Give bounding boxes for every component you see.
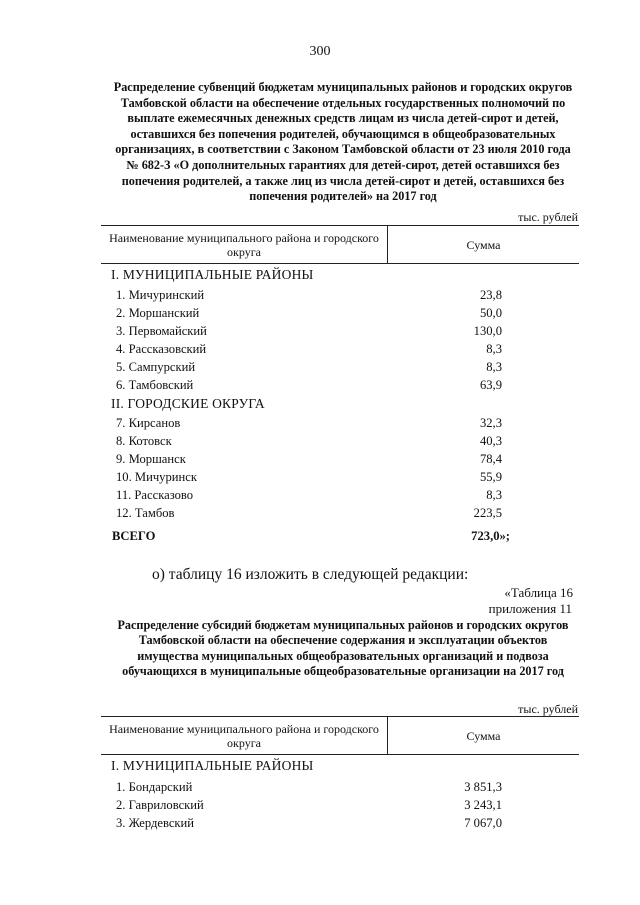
- table-row: [116, 288, 502, 306]
- table-row: [116, 360, 502, 378]
- row-name: 12. Тамбов: [116, 506, 175, 520]
- table15-total-row: [112, 529, 510, 547]
- table-row: [116, 780, 502, 798]
- row-value: 8,3: [486, 342, 502, 356]
- row-value: 130,0: [473, 324, 502, 338]
- row-value: 78,4: [479, 452, 502, 466]
- table15-header-sum: Сумма: [466, 237, 501, 252]
- table16-title: Распределение субсидий бюджетам муниципальных районов и городских округов Тамбовской области на обеспечение содержания и эксплуатации объектов имущества муниципальных общеобразовательных организаций и подвоза обучающихся в муниципальные общеобразовательные организации на 2017 год: [117, 618, 569, 679]
- table-row: [116, 470, 502, 488]
- row-name: 3. Жердевский: [116, 816, 195, 830]
- total-value: 723,0»;: [471, 529, 510, 543]
- page-number: 300: [309, 44, 331, 59]
- table16-header-name: Наименование муниципального района и городского округа: [101, 717, 388, 754]
- row-name: 5. Сампурский: [116, 360, 196, 374]
- table-row: [116, 416, 502, 434]
- table15-header: [101, 225, 579, 264]
- table-row: [116, 342, 502, 360]
- table-row: [116, 306, 502, 324]
- row-name: 6. Тамбовский: [116, 378, 194, 392]
- table-row: [116, 488, 502, 506]
- table16-header-sum: Сумма: [466, 728, 501, 743]
- row-value: 55,9: [479, 470, 502, 484]
- row-name: 11. Рассказово: [116, 488, 194, 502]
- row-value: 63,9: [479, 378, 502, 392]
- row-name: 10. Мичуринск: [116, 470, 197, 484]
- table15-section-districts: I. МУНИЦИПАЛЬНЫЕ РАЙОНЫ: [111, 267, 314, 282]
- row-value: 3 851,3: [464, 780, 502, 794]
- row-name: 4. Рассказовский: [116, 342, 207, 356]
- appendix-ref: приложения 11: [488, 601, 572, 616]
- row-value: 32,3: [479, 416, 502, 430]
- row-name: 2. Моршанский: [116, 306, 200, 320]
- table16-header: [101, 716, 579, 755]
- row-name: 1. Мичуринский: [116, 288, 205, 302]
- table-row: [116, 798, 502, 816]
- row-value: 223,5: [473, 506, 502, 520]
- table15-units: тыс. рублей: [518, 210, 578, 224]
- total-label: ВСЕГО: [112, 529, 156, 543]
- row-value: 50,0: [479, 306, 502, 320]
- row-value: 7 067,0: [464, 816, 502, 830]
- row-value: 3 243,1: [464, 798, 502, 812]
- appendix-table-ref: «Таблица 16: [504, 585, 573, 600]
- row-name: 8. Котовск: [116, 434, 172, 448]
- table-row: [116, 324, 502, 342]
- row-value: 8,3: [486, 488, 502, 502]
- row-name: 9. Моршанск: [116, 452, 186, 466]
- row-value: 40,3: [479, 434, 502, 448]
- row-value: 8,3: [486, 360, 502, 374]
- row-name: 1. Бондарский: [116, 780, 193, 794]
- table15-header-name: Наименование муниципального района и городского округа: [101, 226, 388, 263]
- edit-instruction: о) таблицу 16 изложить в следующей редакции:: [152, 566, 469, 583]
- table-row: [116, 816, 502, 834]
- table-row: [116, 452, 502, 470]
- row-name: 3. Первомайский: [116, 324, 207, 338]
- table-row: [116, 434, 502, 452]
- table-row: [116, 378, 502, 396]
- table15-title: Распределение субвенций бюджетам муниципальных районов и городских округов Тамбовской области на обеспечение отдельных государственных полномочий по выплате ежемесячных денежных средств лицам из числа детей-сирот и детей, оставшихся без попечения родителей, обучающимся в общеобразовательных организациях, в соответствии с Законом Тамбовской области от 23 июля 2010 года № 682-З «О дополнительных гарантиях для детей-сирот, детей оставшихся без попечения родителей, а также лиц из числа детей-сирот и детей, оставшихся без попечения родителей» на 2017 год: [113, 80, 573, 204]
- table16-units: тыс. рублей: [518, 702, 578, 716]
- row-name: 2. Гавриловский: [116, 798, 204, 812]
- table-row: [116, 506, 502, 524]
- table15-section-okrugs: II. ГОРОДСКИЕ ОКРУГА: [111, 396, 265, 411]
- table16-section-districts: I. МУНИЦИПАЛЬНЫЕ РАЙОНЫ: [111, 758, 314, 773]
- row-name: 7. Кирсанов: [116, 416, 181, 430]
- row-value: 23,8: [479, 288, 502, 302]
